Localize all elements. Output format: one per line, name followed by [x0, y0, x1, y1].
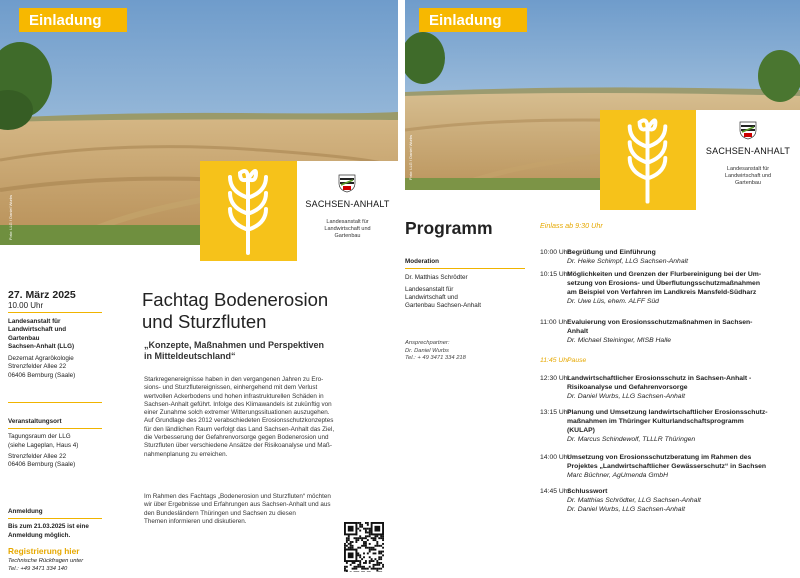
intro-paragraph	[144, 376, 384, 459]
schedule-title-line: setzung von Erosions- und Überflutungsschutzmaßnahmen	[567, 280, 760, 288]
paragraph-line: Sachsen-Anhalt geführt. Infolge des Klimawandels ist zukünftig von	[144, 400, 332, 408]
event-title: Fachtag Bodenerosion und Sturzfluten	[142, 289, 329, 333]
schedule-time: 11:45 Uhr	[540, 357, 570, 364]
schedule-speaker: Marc Büchner, AgUmenda GmbH	[567, 472, 668, 480]
schedule-speaker: Dr. Uwe Lüs, ehem. ALFF Süd	[567, 298, 659, 306]
schedule-time: 14:45 Uhr	[540, 488, 570, 495]
schedule-title-line: Schlusswort	[567, 488, 608, 495]
logo-agency: Landesanstalt für Landwirtschaft und Gartenbau	[724, 166, 772, 186]
schedule-title-line: Landwirtschaftlicher Erosionsschutz in Sachsen-Anhalt -	[567, 375, 752, 382]
organizer-block: Landesanstalt für Landwirtschaft und Gartenbau Sachsen-Anhalt (LLG) Dezernat Agrarökologie Strenzfelder Allee 22 06406 Bernburg (Saale)	[8, 318, 76, 379]
left-logo-box	[297, 161, 398, 261]
logo-state-name: SACHSEN-ANHALT	[305, 199, 390, 209]
logo-agency: Landesanstalt für Landwirtschaft und Gartenbau	[324, 219, 371, 239]
schedule-title-line: Möglichkeiten und Grenzen der Flurbereinigung bei der Um-	[567, 271, 762, 278]
paragraph-line: Starkregenereignisse haben in den vergangenen Jahren zu Ero-	[144, 376, 324, 383]
event-date: 27. März 2025	[8, 289, 76, 301]
paragraph-line: sions- und Sturzflutereignissen, einhergehend mit dem Verlust	[144, 384, 318, 392]
right-wheat-box	[600, 110, 696, 210]
paragraph-line: die Verbesserung der Gefahrenvorsorge gegen Bodenerosion und	[144, 434, 329, 442]
event-time: 10.00 Uhr	[8, 301, 44, 310]
right-photo-credit: Foto: LLG / Daniel Wurbs	[408, 134, 413, 180]
venue-block: Veranstaltungsort Tagungsraum der LLG (siehe Lageplan, Haus 4) Strenzfelder Allee 22 06406 Bernburg (Saale)	[8, 418, 108, 469]
schedule-speaker: Dr. Marcus Schindewolf, TLLLR Thüringen	[567, 436, 696, 444]
qr-code[interactable]	[344, 522, 384, 572]
paragraph-line: wir über Ergebnisse und Erfahrungen aus Sachsen-Anhalt und aus	[144, 501, 331, 509]
paragraph-line: Auf Grundlage des 2012 verabschiedeten Erosionsschutzkonzeptes	[144, 417, 334, 425]
schedule-time: 10:15 Uhr	[540, 271, 570, 278]
paragraph-line: einer Zunahme solch extremer Witterungssituationen auszugehen.	[144, 409, 330, 417]
coat-of-arms-icon	[337, 173, 357, 193]
schedule-title-line: Planung und Umsetzung landwirtschaftlicher Erosionsschutz-	[567, 409, 768, 416]
contact-block: Ansprechpartner: Dr. Daniel Wurbs Tel.: + 49 3471 334 218	[405, 340, 466, 362]
right-logo-box	[696, 110, 800, 210]
schedule-speaker: Dr. Daniel Wurbs, LLG Sachsen-Anhalt	[567, 393, 685, 401]
programm-heading: Programm	[405, 218, 493, 238]
schedule-title-line: Projektes „Landwirtschaftlicher Gewässerschutz“ in Sachsen	[567, 463, 767, 471]
divider	[8, 312, 102, 313]
left-photo-credit: Foto: LLG / Daniel Wurbs	[8, 194, 13, 240]
schedule-title-line: am Beispiel von Verfahren im Landkreis Mansfeld-Südharz	[567, 289, 757, 297]
pause-label: Pause	[567, 357, 587, 364]
paragraph-line: den Bundesländern Thüringen und Sachsen zu diesen	[144, 509, 296, 517]
left-wheat-box	[200, 161, 297, 261]
right-invitation-badge: Einladung	[419, 8, 527, 32]
schedule-speaker: Dr. Daniel Wurbs, LLG Sachsen-Anhalt	[567, 506, 685, 514]
schedule-time: 14:00 Uhr	[540, 454, 570, 461]
wheat-icon	[200, 161, 297, 261]
schedule-speaker: Dr. Heike Schimpf, LLG Sachsen-Anhalt	[567, 258, 689, 266]
schedule-time: 11:00 Uhr	[540, 319, 570, 326]
coat-of-arms-icon	[738, 120, 758, 140]
schedule-time: 13:15 Uhr	[540, 409, 570, 416]
schedule-speaker: Dr. Matthias Schrödter, LLG Sachsen-Anhalt	[567, 497, 701, 505]
left-invitation-badge: Einladung	[19, 8, 127, 32]
schedule-title-line: Umsetzung von Erosionsschutzberatung im Rahmen des	[567, 454, 752, 461]
schedule-title-line: Evaluierung von Erosionsschutzmaßnahmen in Sachsen-	[567, 319, 753, 326]
logo-state-name: SACHSEN-ANHALT	[705, 146, 791, 156]
schedule-title-line: maßnahmen im Thüringer Kulturlandschaftsprogramm	[567, 418, 744, 426]
einlass-note: Einlass ab 9:30 Uhr	[540, 221, 603, 230]
paragraph-line: Im Rahmen des Fachtags „Bodenerosion und Sturzfluten“ möchten	[144, 493, 331, 500]
schedule-title-line: Risikoanalyse und Gefahrenvorsorge	[567, 384, 688, 392]
registration-link[interactable]: Registrierung hier	[8, 546, 80, 556]
tech-contact: Technische Rückfragen unter Tel.: +49 3471 334 140	[8, 558, 84, 572]
schedule-title-line: Anhalt	[567, 328, 589, 336]
paragraph-line: wertvollen Ackerbodens und hohen infrastrukturellen Schäden in	[144, 392, 324, 400]
paragraph-line: für den ländlichen Raum verfolgt das Land Sachsen-Anhalt das Ziel,	[144, 425, 335, 433]
schedule-title-line: (KULAP)	[567, 427, 595, 435]
wheat-icon	[600, 110, 696, 210]
schedule-time: 10:00 Uhr	[540, 249, 570, 256]
paragraph-line: Themen informieren und diskutieren.	[144, 517, 247, 525]
moderation-block: Moderation Dr. Matthias Schrödter Landesanstalt für Landwirtschaft und Gartenbau Sachsen-Anhalt	[405, 258, 525, 310]
paragraph-line: Sturzfluten über verschiedene Ansätze der Risikoanalyse und Maß-	[144, 442, 332, 450]
event-subtitle: „Konzepte, Maßnahmen und Perspektiven in Mitteldeutschland“	[144, 340, 325, 362]
paragraph-line: nahmenplanung zu erreichen.	[144, 450, 228, 458]
schedule-title-line: Begrüßung und Einführung	[567, 249, 656, 256]
divider	[8, 402, 102, 403]
schedule-time: 12:30 Uhr	[540, 375, 570, 382]
registration-block: Anmeldung Bis zum 21.03.2025 ist eine Anmeldung möglich.	[8, 508, 108, 540]
schedule-speaker: Dr. Michael Steininger, MISB Halle	[567, 337, 672, 345]
